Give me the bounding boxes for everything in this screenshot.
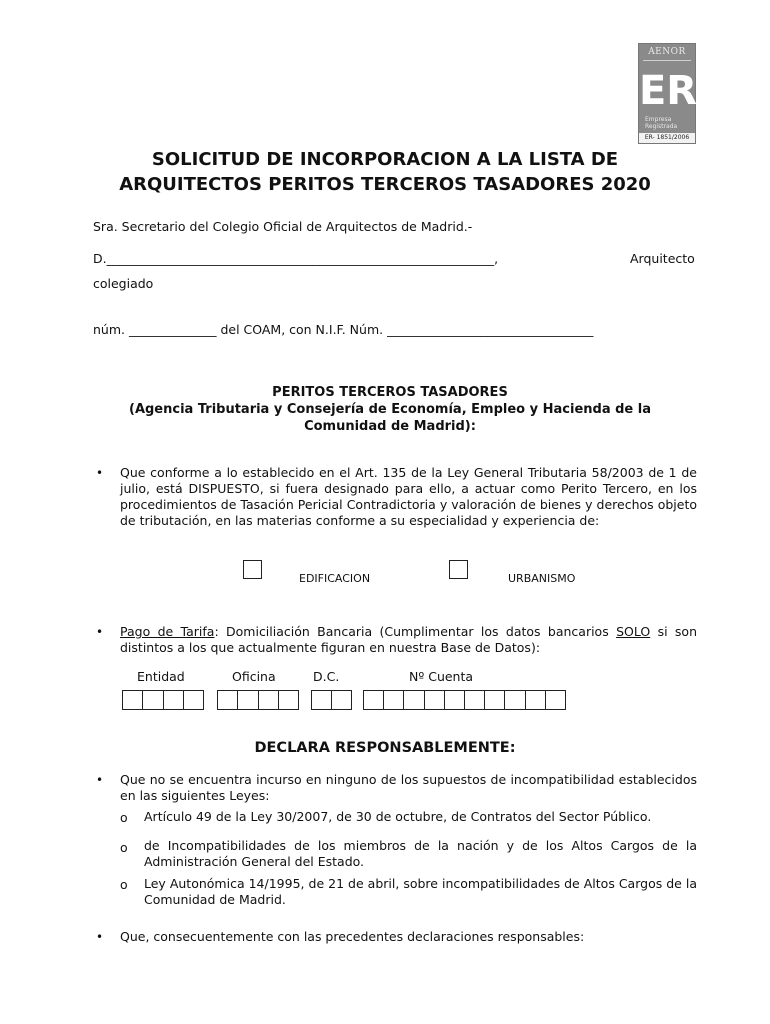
- law-item: Ley Autonómica 14/1995, de 21 de abril, sobre incompatibilidades de Altos Cargos de la Comunidad de Madrid.: [144, 876, 697, 907]
- bullet-icon: •: [96, 773, 104, 787]
- bullet-consecuentemente-text: Que, consecuentemente con las precedentes declaraciones responsables:: [120, 929, 585, 944]
- law-item: Artículo 49 de la Ley 30/2007, de 30 de octubre, de Contratos del Sector Público.: [144, 809, 652, 824]
- aenor-logo: [638, 43, 696, 144]
- logo-brand: AENOR: [648, 47, 686, 57]
- circle-bullet-icon: o: [120, 840, 128, 855]
- oficina-label: Oficina: [232, 669, 276, 684]
- section-heading-line-3: Comunidad de Madrid):: [304, 419, 476, 434]
- logo-mark: ER: [638, 68, 698, 114]
- bullet-icon: •: [96, 625, 104, 639]
- dc-label: D.C.: [313, 669, 340, 684]
- solo-emphasis: SOLO: [616, 624, 651, 639]
- edificacion-label: EDIFICACION: [299, 572, 371, 585]
- pago-text-a: : Domiciliación Bancaria (Cumplimentar los datos bancarios: [214, 624, 617, 639]
- entidad-label: Entidad: [137, 669, 185, 684]
- logo-divider: [643, 60, 691, 61]
- section-heading: [90, 384, 690, 435]
- er-mark-icon: [638, 66, 698, 114]
- urbanismo-checkbox[interactable]: [449, 560, 468, 579]
- logo-line2: Registrada: [645, 123, 678, 130]
- declara-heading: DECLARA RESPONSABLEMENTE:: [254, 740, 516, 756]
- section-heading-line-1: PERITOS TERCEROS TASADORES: [272, 385, 508, 400]
- title-line-1: SOLICITUD DE INCORPORACION A LA LISTA DE: [151, 149, 619, 170]
- page-title: [60, 147, 710, 197]
- entidad-digit-boxes[interactable]: [122, 690, 204, 710]
- bullet-incompatibilidad-text: Que no se encuentra incurso en ninguno de los supuestos de incompatibilidad establecidos en las siguientes Leyes:: [120, 772, 697, 803]
- circle-bullet-icon: o: [120, 877, 128, 892]
- urbanismo-label: URBANISMO: [508, 572, 576, 585]
- addressee-line: Sra. Secretario del Colegio Oficial de Arquitectos de Madrid.-: [93, 219, 473, 234]
- bullet-icon: •: [96, 930, 104, 944]
- circle-bullet-icon: o: [120, 810, 128, 825]
- law-item: de Incompatibilidades de los miembros de la nación y de los Altos Cargos de la Administración General del Estado.: [144, 838, 697, 869]
- bullet-dispuesto-text: Que conforme a lo establecido en el Art. 135 de la Ley General Tributaria 58/2003 de 1 de julio, está DISPUESTO, si fuera designado para ello, a actuar como Perito Tercero, en los procedimientos de Tasación Pericial Contradictoria y valoración de bienes y derechos objeto de tributación, en las materias conforme a su especialidad y experiencia de:: [120, 465, 697, 528]
- dc-digit-boxes[interactable]: [311, 690, 352, 710]
- oficina-digit-boxes[interactable]: [217, 690, 299, 710]
- cuenta-label: Nº Cuenta: [409, 669, 474, 684]
- pago-tarifa-label: Pago de Tarifa: [120, 624, 215, 639]
- name-field-line[interactable]: D.______________________________________________________________,: [93, 251, 499, 266]
- cuenta-digit-boxes[interactable]: [363, 690, 566, 710]
- section-heading-line-2: (Agencia Tributaria y Consejería de Economía, Empleo y Hacienda de la: [129, 402, 651, 417]
- pago-text-b: si son distintos a los que actualmente figuran en nuestra Base de Datos):: [120, 624, 697, 655]
- bullet-pago-text: [120, 624, 697, 656]
- edificacion-checkbox[interactable]: [243, 560, 262, 579]
- bullet-icon: •: [96, 466, 104, 480]
- logo-code: ER- 1851/2006: [639, 133, 695, 143]
- name-field-suffix: Arquitecto: [630, 251, 695, 266]
- membership-nif-line[interactable]: núm. ______________ del COAM, con N.I.F. Núm. _________________________________: [93, 322, 594, 337]
- title-line-2: ARQUITECTOS PERITOS TERCEROS TASADORES 2020: [119, 174, 651, 195]
- logo-line1: Empresa: [645, 116, 672, 123]
- colegiado-label: colegiado: [93, 276, 154, 291]
